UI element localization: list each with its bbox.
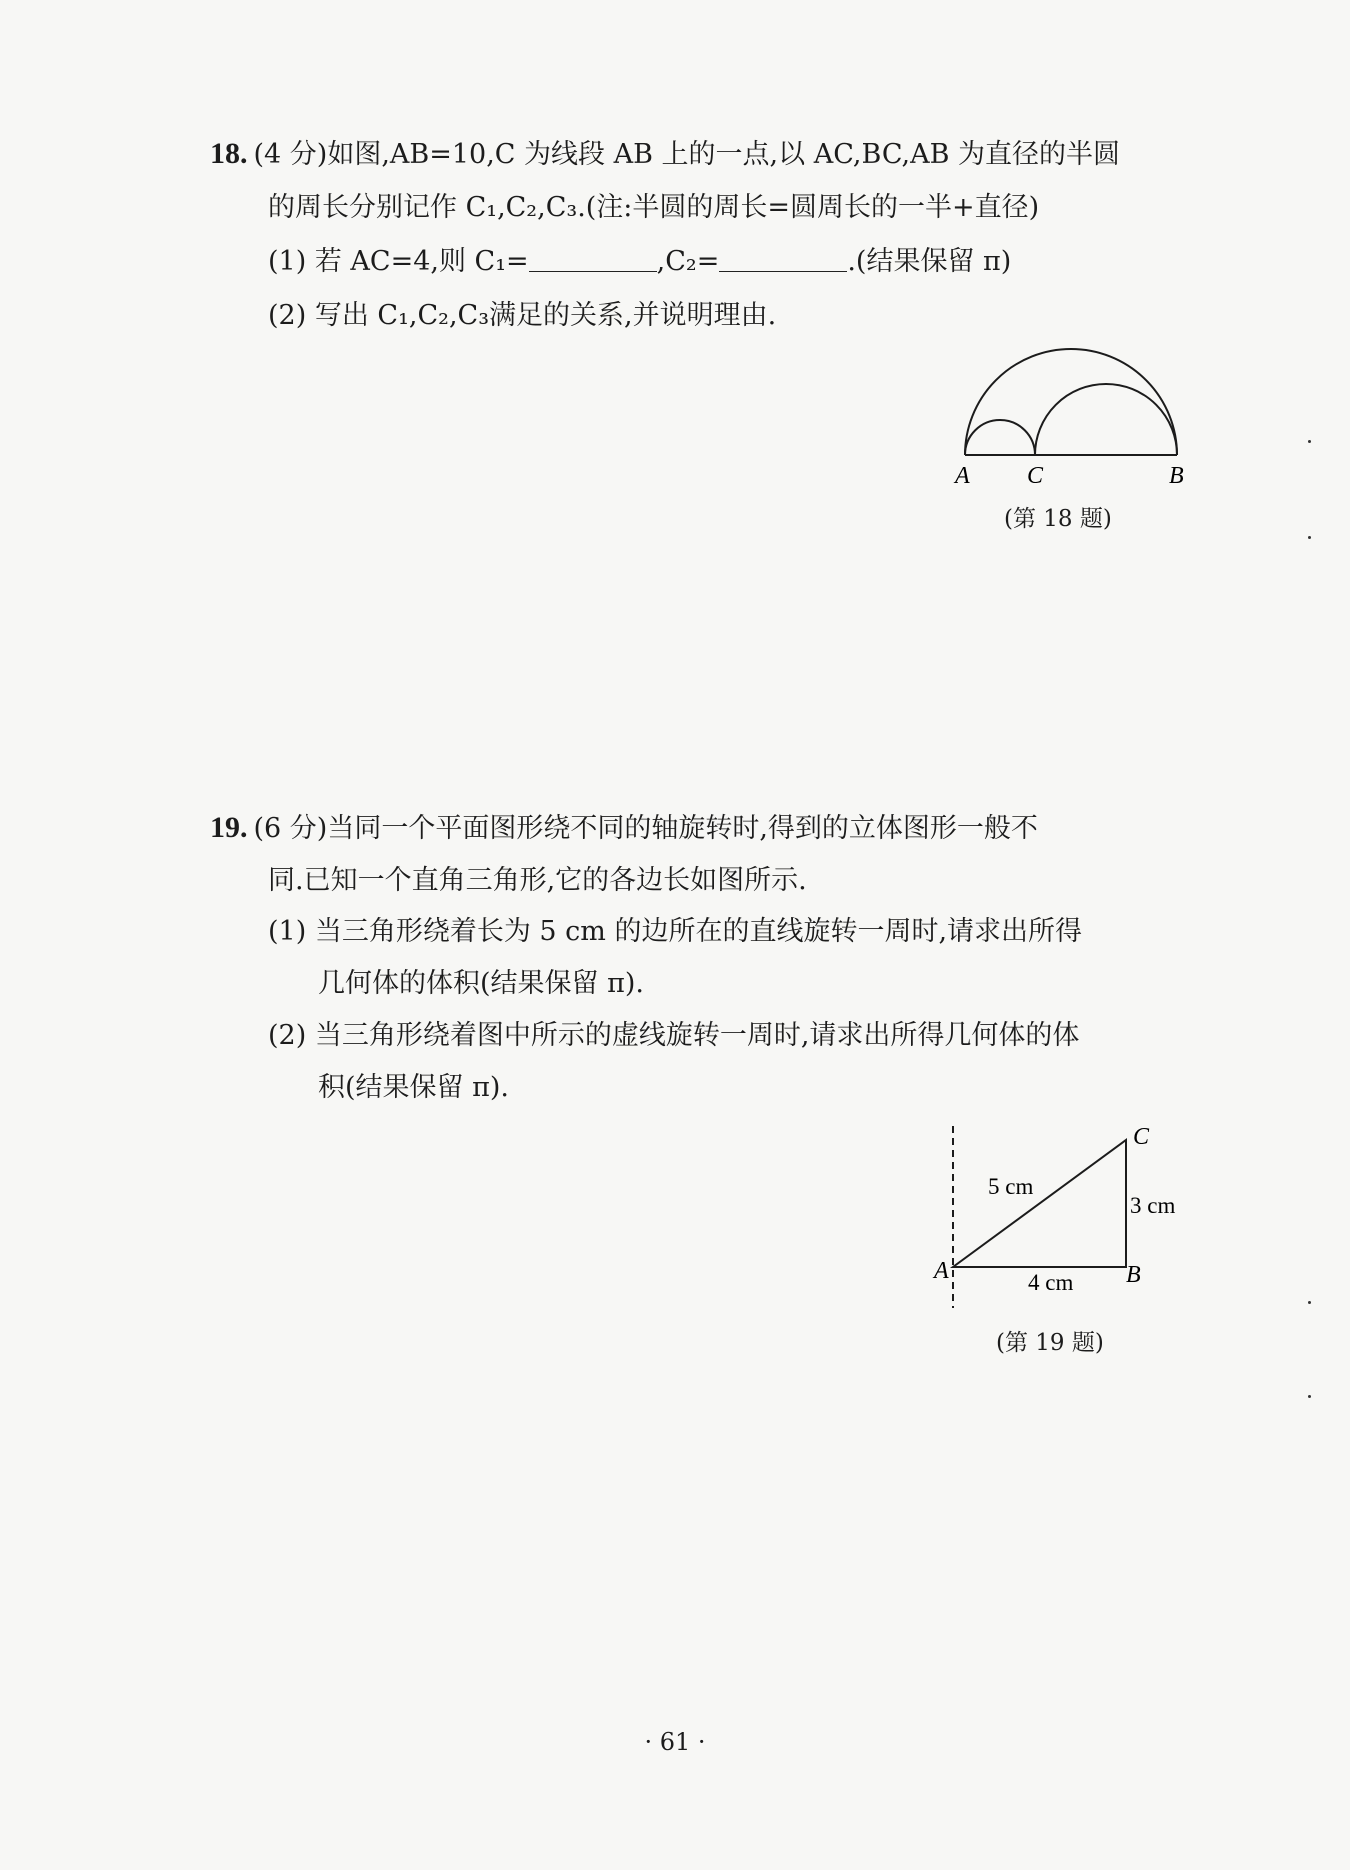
q18-part1-text-b: ,C₂=	[656, 246, 720, 277]
q19-part1-line2: 几何体的体积(结果保留 π).	[318, 968, 644, 999]
label-c: C	[1133, 1124, 1150, 1150]
q19-part2-line1: (2) 当三角形绕着图中所示的虚线旋转一周时,请求出所得几何体的体	[268, 1020, 1080, 1051]
hypotenuse-length: 5 cm	[988, 1174, 1034, 1199]
semicircle-cb	[1035, 384, 1177, 455]
q18-stem-1: (4 分)如图,AB=10,C 为线段 AB 上的一点,以 AC,BC,AB 为直径的半圆	[253, 139, 1121, 170]
q18-line1	[210, 136, 1120, 173]
label-b: B	[1126, 1262, 1141, 1288]
q19-part2-line2: 积(结果保留 π).	[318, 1072, 509, 1103]
label-a: A	[955, 463, 970, 489]
right-triangle	[953, 1140, 1126, 1267]
q19-line1	[210, 810, 1038, 847]
scan-speck	[1308, 536, 1311, 539]
q19-stem-1: (6 分)当同一个平面图形绕不同的轴旋转时,得到的立体图形一般不	[253, 813, 1038, 844]
q18-figure	[950, 340, 1200, 490]
q19-line2: 同.已知一个直角三角形,它的各边长如图所示.	[268, 865, 807, 896]
q19-part1-line1: (1) 当三角形绕着长为 5 cm 的边所在的直线旋转一周时,请求出所得	[268, 916, 1083, 947]
q18-part1-text-a: (1) 若 AC=4,则 C₁=	[268, 246, 529, 277]
semicircle-ac	[965, 420, 1035, 455]
scan-speck	[1308, 440, 1311, 443]
vertical-side-length: 3 cm	[1130, 1193, 1176, 1218]
label-b: B	[1169, 463, 1184, 489]
label-a: A	[934, 1258, 949, 1284]
scan-speck	[1308, 1395, 1311, 1398]
semicircle-ab	[965, 349, 1177, 455]
scan-speck	[1308, 1301, 1311, 1304]
q18-line2: 的周长分别记作 C₁,C₂,C₃.(注:半圆的周长=圆周长的一半+直径)	[268, 192, 1040, 223]
q19-number: 19.	[210, 811, 248, 844]
answer-blank-c1[interactable]	[529, 245, 657, 272]
q18-caption: (第 18 题)	[1004, 506, 1112, 532]
page-number: · 61 ·	[644, 1728, 706, 1756]
answer-blank-c2[interactable]	[719, 245, 847, 272]
q18-part1	[268, 244, 1011, 280]
base-length: 4 cm	[1028, 1270, 1074, 1295]
q19-figure	[920, 1112, 1200, 1322]
q18-part1-text-c: .(结果保留 π)	[847, 246, 1012, 277]
label-c: C	[1027, 463, 1044, 489]
q18-number: 18.	[210, 137, 248, 170]
q18-part2: (2) 写出 C₁,C₂,C₃满足的关系,并说明理由.	[268, 300, 777, 331]
q19-caption: (第 19 题)	[996, 1330, 1104, 1356]
